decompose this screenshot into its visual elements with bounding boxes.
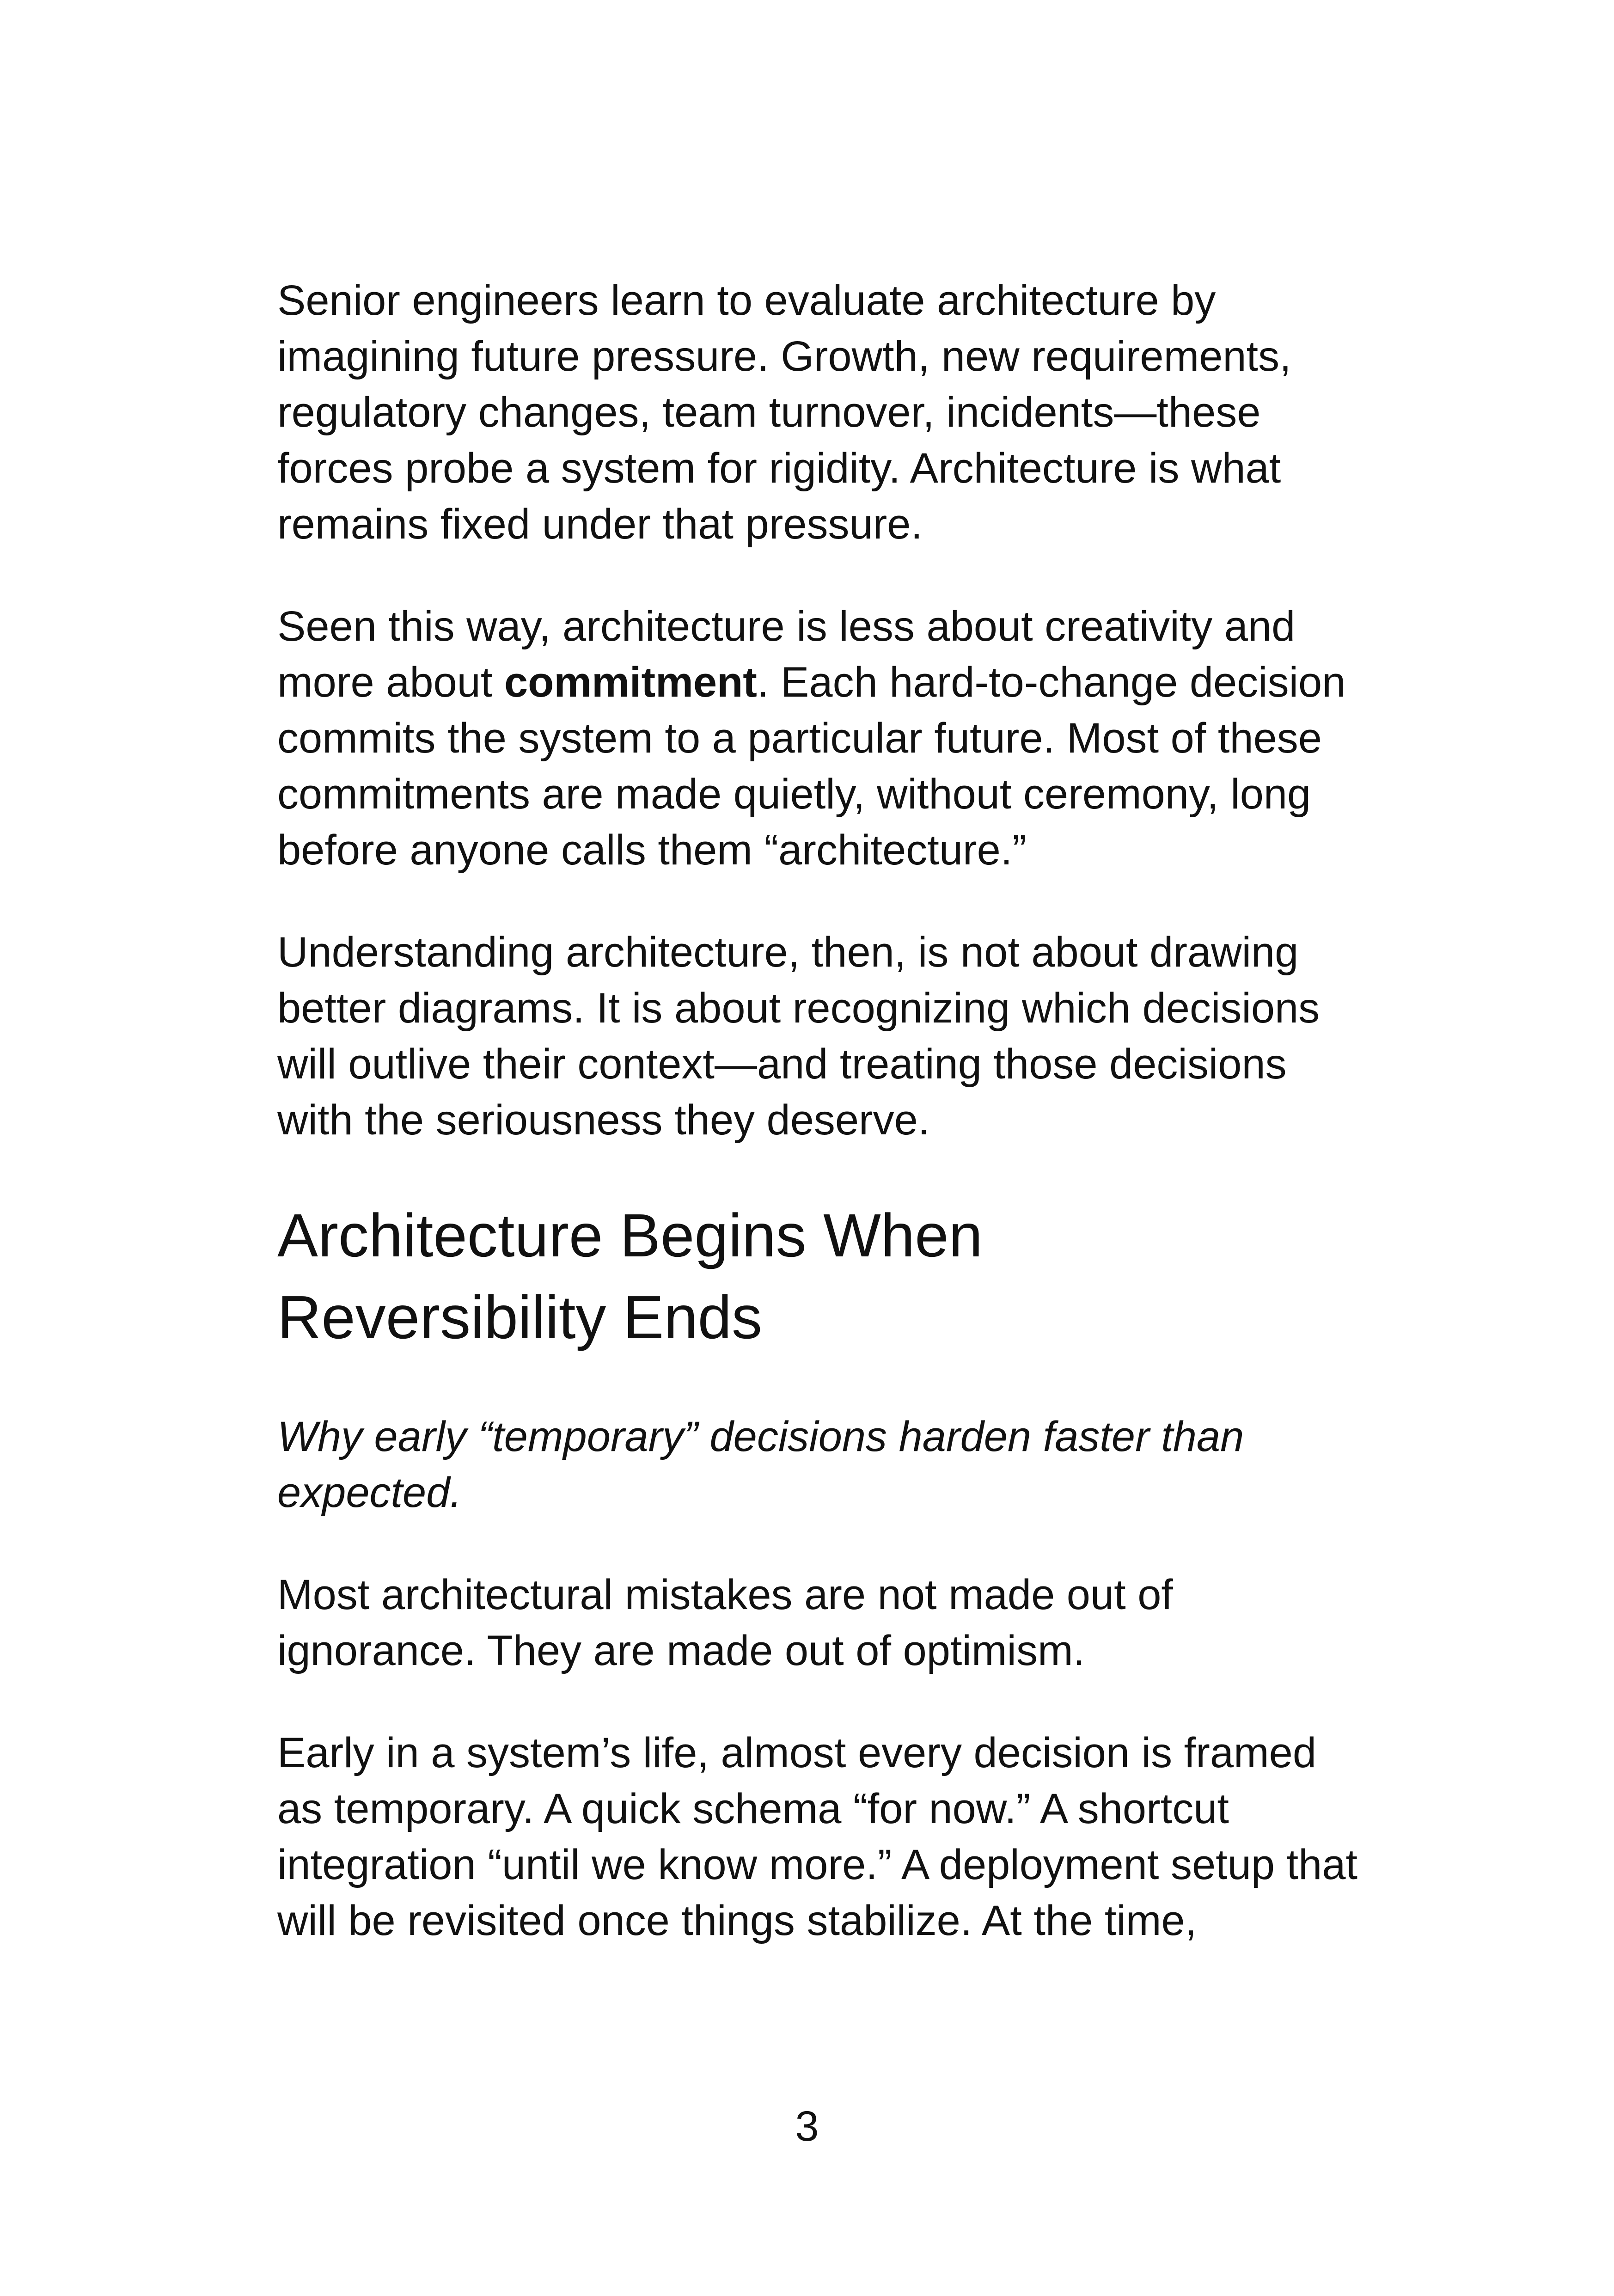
paragraph-optimism: Most architectural mistakes are not made out of ignorance. They are made out of optimism. [277,1571,1173,1674]
bold-term-commitment: commitment [504,659,757,706]
paragraph-understanding-architecture: Understanding architecture, then, is not about drawing better diagrams. It is about recognizing which decisions will outlive their context—and treating those decisions with the seriousness they deserve. [277,929,1320,1144]
paragraph-temporary-decisions: Early in a system’s life, almost every decision is framed as temporary. A quick schema “for now.” A shortcut integration “until we know more.” A deployment setup that will be revisited once things stabilize. At the time, [277,1729,1358,1944]
page-number: 3 [795,2103,819,2150]
paragraph-senior-engineers: Senior engineers learn to evaluate architecture by imagining future pressure. Growth, new requirements, regulatory changes, team turnover, incidents—these forces probe a system for rigidity. Architecture is what remains fixed under that pressure. [277,277,1291,548]
section-heading: Architecture Begins When Reversibility Ends [277,1201,983,1351]
section-subtitle: Why early “temporary” decisions harden faster than expected. [277,1413,1244,1516]
paragraph-commitment [277,599,1359,878]
page-content [277,273,1359,1995]
paragraph-commitment-text-end: . Each hard-to-change decision commits the system to a particular future. Most of these commitments are made quietly, without ceremony, long before anyone calls them “architecture.” [277,659,1346,874]
paragraph-commitment-text-start: Seen this way, architecture is less about creativity and more about [277,603,1296,706]
